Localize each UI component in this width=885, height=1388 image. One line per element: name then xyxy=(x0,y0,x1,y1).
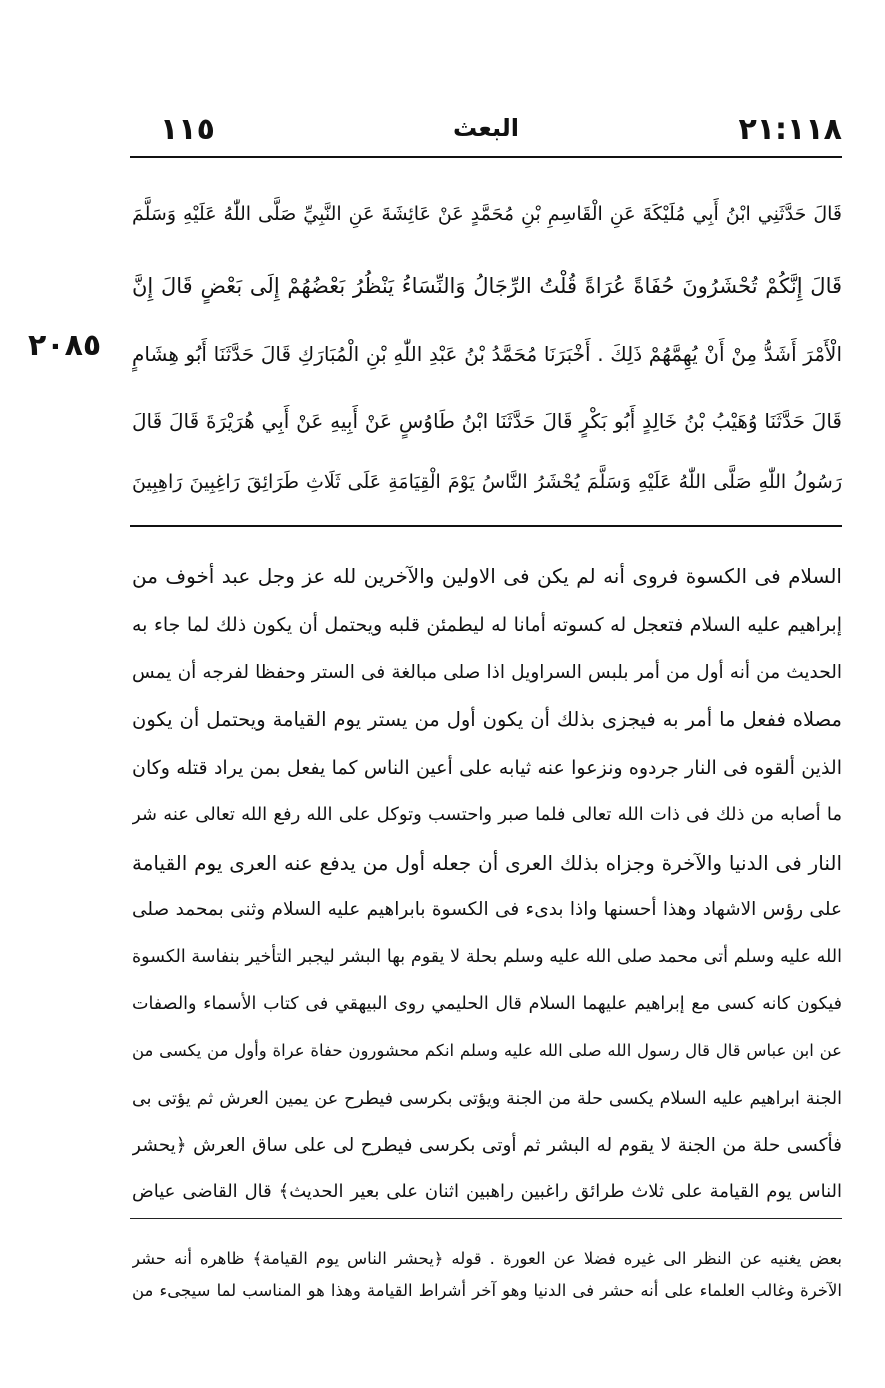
chapter-hadith-reference: ٢١:١١٨ xyxy=(738,112,842,147)
commentary-line: فأكسى حلة من الجنة لا يقوم له البشر ثم أوتى بكرسى فيطرح لى على ساق العرش ﴿يحشر xyxy=(132,1135,842,1156)
commentary-line: الجنة ابراهيم عليه السلام يكسى حلة من الجنة ويؤتى بكرسى فيطرح عن يمين العرش ثم يؤتى بى xyxy=(132,1089,842,1109)
page-header xyxy=(130,112,842,154)
commentary-line: مصلاه ففعل ما أمر به فيجزى بذلك أن يكون أول من يستر يوم القيامة ويحتمل أن يكون xyxy=(132,708,842,731)
footnote-line: الآخرة وغالب العلماء على أنه حشر فى الدنيا وهو آخر أشراط القيامة وهذا هو المناسب لما سيجىء من xyxy=(132,1281,842,1300)
header-rule xyxy=(130,156,842,158)
commentary-line: على رؤس الاشهاد وهذا أحسنها واذا بدىء فى الكسوة بابراهيم عليه السلام وثنى بمحمد صلى xyxy=(132,899,842,920)
chapter-title: البعث xyxy=(453,114,519,142)
footnote-line: بعض يغنيه عن النظر الى غيره فضلا عن العورة . قوله ﴿يحشر الناس يوم القيامة﴾ ظاهره أنه حشر xyxy=(132,1249,842,1268)
main-text-line: قَالَ إِنَّكُمْ تُحْشَرُونَ حُفَاةً عُرَاةً قُلْتُ الرِّجَالُ وَالنِّسَاءُ يَنْظُرُ بَعْضُهُمْ إِلَى بَعْضٍ قَالَ إِنَّ xyxy=(132,274,842,298)
main-text-line: الْأَمْرَ أَشَدُّ مِنْ أَنْ يُهِمَّهُمْ ذَلِكَ . أَخْبَرَنَا مُحَمَّدُ بْنُ عَبْدِ اللّٰهِ بْنِ الْمُبَارَكِ قَالَ حَدَّثَنَا أَبُو هِشَامٍ xyxy=(132,342,842,366)
commentary-line: عن ابن عباس قال قال رسول الله صلى الله عليه وسلم انكم محشورون حفاة عراة وأول من يكسى من xyxy=(132,1041,842,1060)
commentary-line: ما أصابه من ذلك فى ذات الله تعالى فلما صبر واحتسب وتوكل على الله رفع الله تعالى عنه شر xyxy=(132,804,842,825)
commentary-line: الذين ألقوه فى النار جردوه ونزعوا عنه ثيابه على أعين الناس كما يفعل بمن يراد قتله وكان xyxy=(132,757,842,779)
commentary-line: النار فى الدنيا والآخرة وجزاه بذلك العرى أن جعله أول من يدفع عنه العرى يوم القيامة xyxy=(132,851,842,875)
commentary-line: الله عليه وسلم أتى محمد صلى الله عليه وسلم بحلة لا يقوم بها البشر ليجبر التأخير بنفاسة الكسوة xyxy=(132,947,842,967)
hadith-number: ٢٠٨٥ xyxy=(28,328,102,363)
main-text-rule xyxy=(130,525,842,527)
footnote-rule xyxy=(130,1218,842,1219)
main-text-line: قَالَ حَدَّثَنَا وُهَيْبُ بْنُ خَالِدٍ أَبُو بَكْرٍ قَالَ حَدَّثَنَا ابْنُ طَاوُسٍ عَنْ أَبِيهِ عَنْ أَبِي هُرَيْرَةَ قَالَ قَالَ xyxy=(132,409,842,433)
commentary-line: إبراهيم عليه السلام فتعجل له كسوته أمانا له ليطمئن قلبه ويحتمل أن يكون ذلك لما جاء به xyxy=(132,614,842,636)
commentary-line: السلام فى الكسوة فروى أنه لم يكن فى الاولين والآخرين لله عز وجل عبد أخوف من xyxy=(132,564,842,588)
main-text-line: قَالَ حَدَّثَنِي ابْنُ أَبِي مُلَيْكَةَ عَنِ الْقَاسِمِ بْنِ مُحَمَّدٍ عَنْ عَائِشَةَ عَنِ النَّبِيِّ صَلَّى اللّٰهُ عَلَيْهِ وَسَلَّمَ xyxy=(132,203,842,225)
commentary-line: الحديث من أنه أول من أمر بلبس السراويل اذا صلى مبالغة فى الستر وحفظا لفرجه أن يمس xyxy=(132,662,842,683)
commentary-line: فيكون كانه كسى مع إبراهيم عليهما السلام قال الحليمي روى البيهقي فى كتاب الأسماء والصفات xyxy=(132,994,842,1014)
main-text-line: رَسُولُ اللّٰهِ صَلَّى اللّٰهُ عَلَيْهِ وَسَلَّمَ يُحْشَرُ النَّاسُ يَوْمَ الْقِيَامَةِ عَلَى ثَلَاثِ طَرَائِقَ رَاغِبِينَ رَاهِبِينَ xyxy=(132,471,842,493)
commentary-line: الناس يوم القيامة على ثلاث طرائق راغبين راهبين اثنان على بعير الحديث﴾ قال القاضى عياض xyxy=(132,1181,842,1202)
page-number: ١١٥ xyxy=(160,112,215,147)
